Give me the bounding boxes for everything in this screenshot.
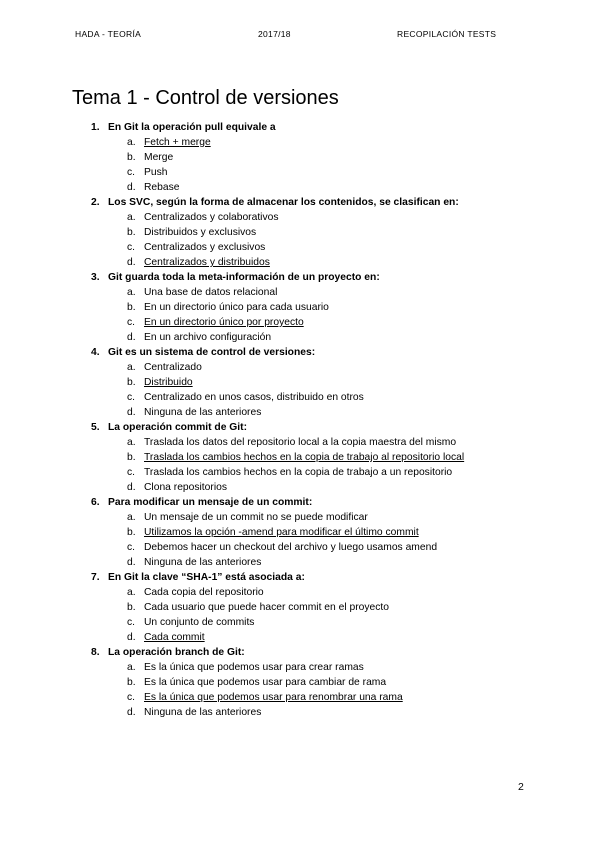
question-item xyxy=(0,570,600,645)
option-text: Push xyxy=(144,167,168,178)
option-letter: d. xyxy=(127,632,136,643)
page-title: Tema 1 - Control de versiones xyxy=(72,87,339,109)
question-number: 8. xyxy=(91,647,100,658)
option-text: Traslada los cambios hechos en la copia de trabajo al repositorio local xyxy=(144,452,465,463)
answer-option xyxy=(0,165,600,180)
option-text: Cada copia del repositorio xyxy=(144,587,264,598)
option-text: Cada commit xyxy=(144,632,205,643)
answer-option-correct xyxy=(0,525,600,540)
answer-option-correct xyxy=(0,135,600,150)
answer-option xyxy=(0,660,600,675)
answer-option xyxy=(0,225,600,240)
option-text: Ninguna de las anteriores xyxy=(144,707,262,718)
option-letter: d. xyxy=(127,257,136,268)
question-item xyxy=(0,195,600,270)
option-text: Centralizados y distribuidos xyxy=(144,257,270,268)
answer-option xyxy=(0,285,600,300)
option-text: Es la única que podemos usar para cambiar de rama xyxy=(144,677,387,688)
question-number: 3. xyxy=(91,272,100,283)
option-letter: b. xyxy=(127,452,136,463)
option-letter: c. xyxy=(127,392,136,403)
answer-option xyxy=(0,510,600,525)
option-text: Es la única que podemos usar para crear ramas xyxy=(144,662,364,673)
option-text: Cada usuario que puede hacer commit en el proyecto xyxy=(144,602,389,613)
answer-option xyxy=(0,435,600,450)
option-letter: b. xyxy=(127,302,136,313)
option-text: En un directorio único para cada usuario xyxy=(144,302,329,313)
option-letter: b. xyxy=(127,377,136,388)
question-item xyxy=(0,345,600,420)
question-item xyxy=(0,120,600,195)
option-text: Centralizados y colaborativos xyxy=(144,212,279,223)
header-course: HADA - TEORÍA xyxy=(75,29,142,39)
option-letter: c. xyxy=(127,542,136,553)
header-year: 2017/18 xyxy=(258,29,291,39)
answer-option xyxy=(0,600,600,615)
question-item xyxy=(0,270,600,345)
option-list xyxy=(0,585,600,645)
option-text: Centralizados y exclusivos xyxy=(144,242,266,253)
option-letter: a. xyxy=(127,512,136,523)
answer-option xyxy=(0,300,600,315)
option-letter: a. xyxy=(127,212,136,223)
question-item xyxy=(0,495,600,570)
answer-option-correct xyxy=(0,375,600,390)
option-list xyxy=(0,210,600,270)
answer-option xyxy=(0,210,600,225)
option-text: Una base de datos relacional xyxy=(144,287,278,298)
answer-option xyxy=(0,705,600,720)
option-text: Merge xyxy=(144,152,174,163)
question-list xyxy=(0,120,600,720)
question-text: En Git la clave “SHA-1” está asociada a: xyxy=(108,572,305,583)
option-letter: d. xyxy=(127,182,136,193)
question-heading xyxy=(0,195,600,210)
answer-option xyxy=(0,675,600,690)
question-number: 7. xyxy=(91,572,100,583)
option-text: Rebase xyxy=(144,182,180,193)
answer-option xyxy=(0,555,600,570)
option-letter: b. xyxy=(127,527,136,538)
option-text: Es la única que podemos usar para renombrar una rama xyxy=(144,692,403,703)
option-letter: c. xyxy=(127,692,136,703)
question-number: 2. xyxy=(91,197,100,208)
option-text: Ninguna de las anteriores xyxy=(144,557,262,568)
option-text: Utilizamos la opción -amend para modificar el último commit xyxy=(144,527,419,538)
option-text: Centralizado xyxy=(144,362,202,373)
question-number: 4. xyxy=(91,347,100,358)
option-text: En un directorio único por proyecto xyxy=(144,317,304,328)
option-letter: c. xyxy=(127,317,136,328)
question-heading xyxy=(0,120,600,135)
option-text: Distribuidos y exclusivos xyxy=(144,227,257,238)
option-list xyxy=(0,135,600,195)
question-number: 6. xyxy=(91,497,100,508)
option-letter: d. xyxy=(127,557,136,568)
option-text: Fetch + merge xyxy=(144,137,211,148)
question-number: 1. xyxy=(91,122,100,133)
question-heading xyxy=(0,345,600,360)
question-text: En Git la operación pull equivale a xyxy=(108,122,276,133)
answer-option xyxy=(0,240,600,255)
answer-option xyxy=(0,150,600,165)
question-heading xyxy=(0,570,600,585)
option-letter: d. xyxy=(127,482,136,493)
question-item xyxy=(0,645,600,720)
option-letter: a. xyxy=(127,362,136,373)
answer-option xyxy=(0,585,600,600)
question-item xyxy=(0,420,600,495)
option-text: Debemos hacer un checkout del archivo y luego usamos amend xyxy=(144,542,438,553)
answer-option-correct xyxy=(0,315,600,330)
answer-option xyxy=(0,480,600,495)
question-text: La operación commit de Git: xyxy=(108,422,248,433)
option-letter: c. xyxy=(127,167,136,178)
option-letter: d. xyxy=(127,332,136,343)
option-text: Traslada los datos del repositorio local a la copia maestra del mismo xyxy=(144,437,457,448)
question-text: Git es un sistema de control de versiones: xyxy=(108,347,316,358)
question-heading xyxy=(0,645,600,660)
answer-option xyxy=(0,540,600,555)
option-letter: b. xyxy=(127,677,136,688)
answer-option xyxy=(0,330,600,345)
header-section: RECOPILACIÓN TESTS xyxy=(397,29,497,39)
answer-option xyxy=(0,465,600,480)
page-header xyxy=(0,29,600,43)
option-list xyxy=(0,360,600,420)
option-text: Distribuido xyxy=(144,377,193,388)
option-letter: b. xyxy=(127,227,136,238)
answer-option xyxy=(0,390,600,405)
option-letter: d. xyxy=(127,707,136,718)
option-letter: a. xyxy=(127,662,136,673)
question-heading xyxy=(0,420,600,435)
question-heading xyxy=(0,270,600,285)
question-text: Para modificar un mensaje de un commit: xyxy=(108,497,313,508)
answer-option-correct xyxy=(0,450,600,465)
option-text: Un mensaje de un commit no se puede modificar xyxy=(144,512,368,523)
option-letter: b. xyxy=(127,602,136,613)
answer-option xyxy=(0,360,600,375)
option-list xyxy=(0,435,600,495)
question-text: Git guarda toda la meta-información de un proyecto en: xyxy=(108,272,380,283)
option-text: En un archivo configuración xyxy=(144,332,272,343)
option-letter: d. xyxy=(127,407,136,418)
option-letter: a. xyxy=(127,587,136,598)
option-list xyxy=(0,660,600,720)
option-text: Traslada los cambios hechos en la copia de trabajo a un repositorio xyxy=(144,467,453,478)
answer-option xyxy=(0,180,600,195)
option-letter: c. xyxy=(127,467,136,478)
option-text: Ninguna de las anteriores xyxy=(144,407,262,418)
option-letter: a. xyxy=(127,287,136,298)
option-text: Un conjunto de commits xyxy=(144,617,255,628)
answer-option xyxy=(0,615,600,630)
answer-option-correct xyxy=(0,630,600,645)
question-text: La operación branch de Git: xyxy=(108,647,245,658)
option-letter: b. xyxy=(127,152,136,163)
answer-option xyxy=(0,405,600,420)
option-letter: a. xyxy=(127,437,136,448)
option-letter: c. xyxy=(127,617,136,628)
option-letter: c. xyxy=(127,242,136,253)
question-number: 5. xyxy=(91,422,100,433)
option-text: Centralizado en unos casos, distribuido en otros xyxy=(144,392,364,403)
question-heading xyxy=(0,495,600,510)
option-list xyxy=(0,510,600,570)
question-text: Los SVC, según la forma de almacenar los contenidos, se clasifican en: xyxy=(108,197,459,208)
answer-option-correct xyxy=(0,255,600,270)
option-list xyxy=(0,285,600,345)
page-number: 2 xyxy=(518,781,524,793)
option-text: Clona repositorios xyxy=(144,482,227,493)
answer-option-correct xyxy=(0,690,600,705)
option-letter: a. xyxy=(127,137,136,148)
